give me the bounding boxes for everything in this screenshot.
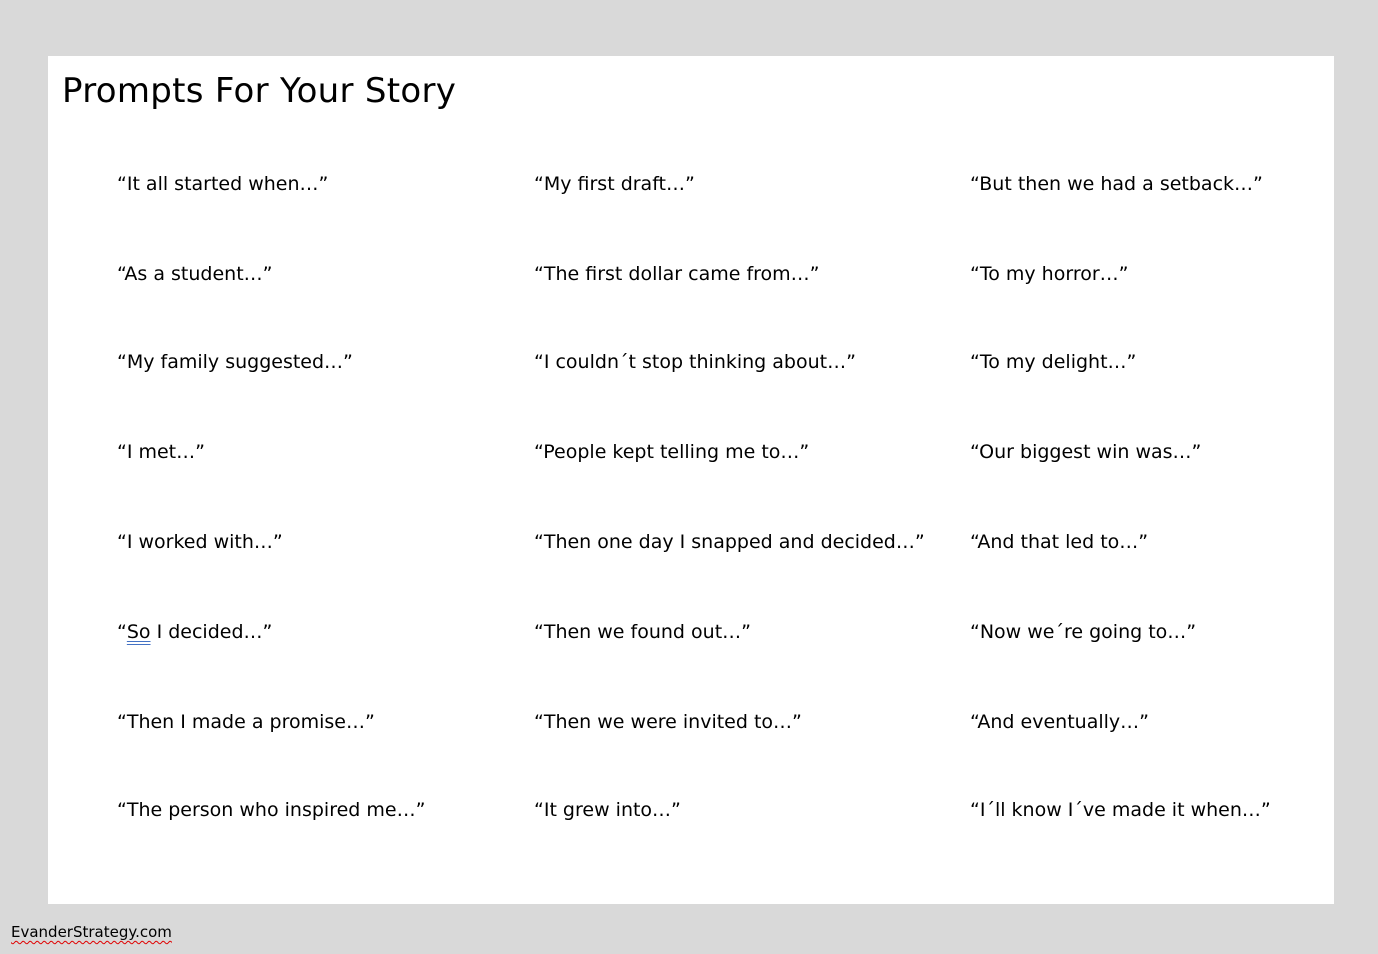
prompt-item: “Then we were invited to…” [534, 711, 802, 733]
footer-site-link[interactable]: EvanderStrategy.com [11, 923, 172, 941]
prompt-item: “I met…” [117, 441, 205, 463]
prompt-rest: I decided…” [150, 621, 273, 643]
prompt-item: “It all started when…” [117, 173, 329, 195]
prompt-item: “As a student…” [117, 263, 273, 285]
prompt-item: “Now we´re going to…” [970, 621, 1197, 643]
prompt-item: “The person who inspired me…” [117, 799, 426, 821]
page-title: Prompts For Your Story [62, 71, 457, 111]
prompt-item: “Then we found out…” [534, 621, 751, 643]
document-page [48, 56, 1334, 904]
prompt-item: “And eventually…” [970, 711, 1149, 733]
prompt-item: “Our biggest win was…” [970, 441, 1202, 463]
grammar-flagged-word[interactable]: So [126, 621, 151, 643]
prompt-item: “I worked with…” [117, 531, 283, 553]
prompt-item: “Then I made a promise…” [117, 711, 375, 733]
prompt-item: “I couldn´t stop thinking about…” [534, 351, 856, 373]
prompt-item: “And that led to…” [970, 531, 1149, 553]
prompt-item: “The first dollar came from…” [534, 263, 820, 285]
prompt-item: “People kept telling me to…” [534, 441, 810, 463]
prompt-item: “To my horror…” [970, 263, 1129, 285]
prompt-item: “Then one day I snapped and decided…” [534, 531, 925, 553]
prompt-item: “My family suggested…” [117, 351, 353, 373]
prompt-item: “To my delight…” [970, 351, 1137, 373]
prompt-item: “It grew into…” [534, 799, 681, 821]
prompt-item: “But then we had a setback…” [970, 173, 1263, 195]
prompt-item: “I´ll know I´ve made it when…” [970, 799, 1271, 821]
prompt-item [117, 620, 272, 644]
prompt-item: “My first draft…” [534, 173, 695, 195]
open-quote: “ [117, 621, 127, 643]
